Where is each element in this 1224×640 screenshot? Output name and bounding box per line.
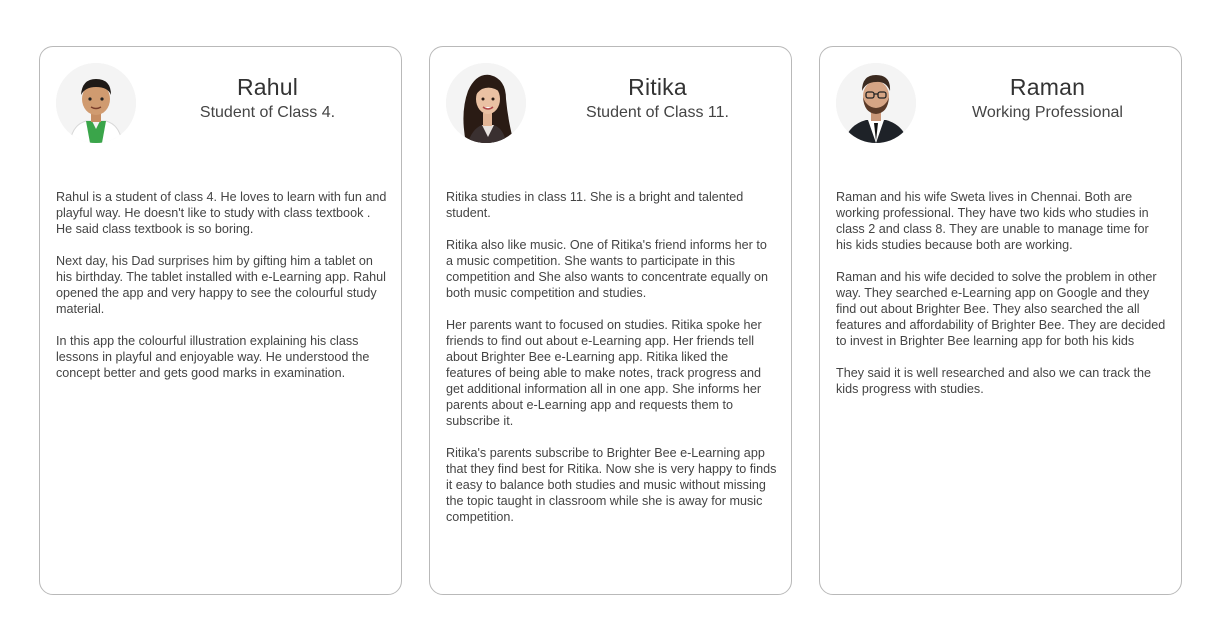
- story-paragraph: Her parents want to focused on studies. Ritika spoke her friends to find out about e-Learning app. Her friends tell about Brighter Bee e-Learning app. Ritika liked the features of being able to make notes, track progress and get additional information all in one app. She informs her parents about e-Learning app and requests them to subscribe it.: [446, 318, 762, 428]
- persona-role: Working Professional: [972, 104, 1123, 121]
- story-paragraph: Rahul is a student of class 4. He loves to learn with fun and playful way. He doesn't like to study with class textbook . He said class textbook is so boring.: [56, 190, 387, 236]
- story-paragraph: In this app the colourful illustration explaining his class lessons in playful and enjoyable way. He understood the concept better and gets good marks in examination.: [56, 334, 370, 380]
- persona-story: [836, 189, 1167, 413]
- story-paragraph: Ritika also like music. One of Ritika's friend informs her to a music competition. She wants to participate in this competition and She also wants to concentrate equally on both music competition and studies.: [446, 238, 769, 300]
- story-paragraph: Ritika studies in class 11. She is a bright and talented student.: [446, 190, 744, 220]
- story-paragraph: They said it is well researched and also we can track the kids progress with studies.: [836, 366, 1151, 396]
- story-paragraph: Ritika's parents subscribe to Brighter Bee e-Learning app that they find best for Ritika. Now she is very happy to finds it easy to balance both studies and music without missing the topic taught in classroom while she is away for music competition.: [446, 446, 777, 524]
- boy-student-avatar-icon: [56, 63, 136, 143]
- story-paragraph: Raman and his wife decided to solve the problem in other way. They searched e-Learning app on Google and they find out about Brighter Bee. They also searched the all features and affordability of Brighter Bee. They are decided to invest in Brighter Bee learning app for both his kids: [836, 270, 1166, 348]
- persona-role: Student of Class 11.: [586, 104, 729, 121]
- businessman-avatar-icon: [836, 63, 916, 143]
- story-paragraph: Raman and his wife Sweta lives in Chennai. Both are working professional. They have two kids who studies in class 2 and class 8. They are unable to manage time for his kids studies because both are working.: [836, 190, 1149, 252]
- persona-story: [56, 189, 387, 397]
- persona-card-raman: [819, 46, 1182, 595]
- persona-name: Ritika: [628, 74, 687, 100]
- persona-name: Rahul: [236, 74, 299, 100]
- persona-name: Raman: [1009, 74, 1086, 100]
- persona-card-ritika: [429, 46, 792, 595]
- persona-story: [446, 189, 777, 541]
- girl-student-avatar-icon: [446, 63, 526, 143]
- persona-card-rahul: [39, 46, 402, 595]
- persona-role: Student of Class 4.: [199, 104, 336, 121]
- story-paragraph: Next day, his Dad surprises him by gifting him a tablet on his birthday. The tablet installed with e-Learning app. Rahul opened the app and very happy to see the colourful study material.: [56, 254, 386, 316]
